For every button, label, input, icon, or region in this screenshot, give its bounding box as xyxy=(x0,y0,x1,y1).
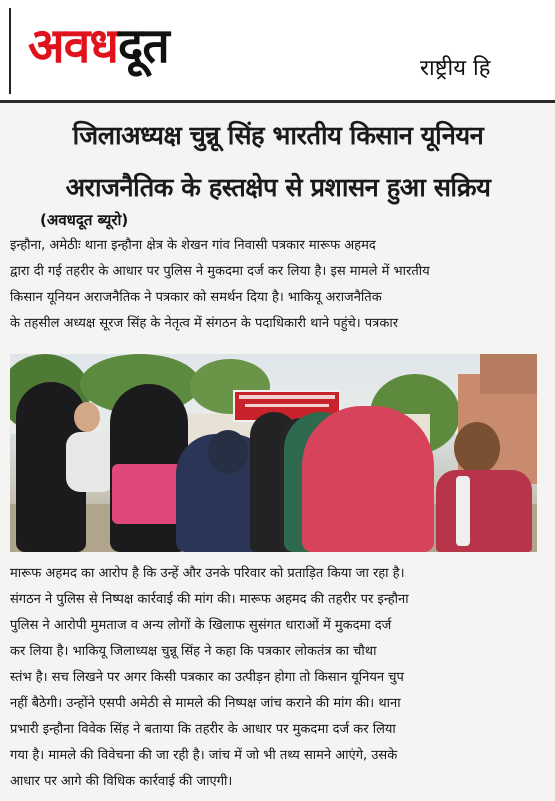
masthead-tagline: राष्ट्रीय हि xyxy=(420,56,491,81)
newspaper-logo xyxy=(28,16,169,76)
masthead-border xyxy=(9,8,11,94)
text-line: गया है। मामले की विवेचना की जा रही है। जांच में जो भी तथ्य सामने आएंगे, उसके xyxy=(10,748,398,763)
pink-dupatta xyxy=(112,464,184,524)
text-line: पुलिस ने आरोपी मुमताज व अन्य लोगों के खिलाफ सुसंगत धाराओं में मुकदमा दर्ज xyxy=(10,618,392,633)
headline-line-1: जिलाअध्यक्ष चुन्नू सिंह भारतीय किसान यूनियन xyxy=(72,121,484,151)
logo-part-black: दूत xyxy=(117,18,169,74)
person-head xyxy=(208,430,248,474)
child xyxy=(66,432,116,492)
white-scarf xyxy=(456,476,470,546)
text-line: मारूफ अहमद का आरोप है कि उन्हें और उनके परिवार को प्रताड़ित किया जा रहा है। xyxy=(10,566,405,581)
byline: (अवधदूत ब्यूरो) xyxy=(40,211,129,229)
text-line: के तहसील अध्यक्ष सूरज सिंह के नेतृत्व में संगठन के पदाधिकारी थाने पहुंचे। पत्रकार xyxy=(10,316,399,331)
text-line: द्वारा दी गई तहरीर के आधार पर पुलिस ने मुकदमा दर्ज कर लिया है। इस मामले में भारतीय xyxy=(10,264,430,279)
text-line: इन्हौना, अमेठीः थाना इन्हौना क्षेत्र के शेखन गांव निवासी पत्रकार मारूफ अहमद xyxy=(10,238,376,253)
person-red-dupatta xyxy=(302,406,434,552)
group-photo xyxy=(10,354,537,552)
masthead xyxy=(0,0,555,100)
text-line: नहीं बैठेगी। उन्होंने एसपी अमेठी से मामले की निष्पक्ष जांच कराने की मांग की। थाना xyxy=(10,696,401,711)
article-paragraph-1 xyxy=(10,233,538,337)
text-line: स्तंभ है। सच लिखने पर अगर किसी पत्रकार का उत्पीड़न होगा तो किसान यूनियन चुप xyxy=(10,670,404,685)
text-line: संगठन ने पुलिस से निष्पक्ष कार्रवाई की मांग की। मारूफ अहमद की तहरीर पर इन्हौना xyxy=(10,592,409,607)
man-head xyxy=(454,422,500,474)
child-head xyxy=(74,402,100,432)
logo-part-red: अवध xyxy=(28,18,118,74)
sign-text-bar xyxy=(239,395,335,399)
text-line: प्रभारी इन्हौना विवेक सिंह ने बताया कि तहरीर के आधार पर मुकदमा दर्ज कर लिया xyxy=(10,722,396,737)
headline-line-2: अराजनैतिक के हस्तक्षेप से प्रशासन हुआ सक्रिय xyxy=(65,173,491,203)
text-line: कर लिया है। भाकियू जिलाध्यक्ष चुन्नू सिंह ने कहा कि पत्रकार लोकतंत्र का चौथा xyxy=(10,644,377,659)
photo-building xyxy=(480,354,537,394)
sign-text-bar xyxy=(245,404,329,407)
masthead-rule xyxy=(0,100,555,103)
article-paragraph-2 xyxy=(10,561,538,795)
article-headline xyxy=(8,110,548,214)
text-line: आधार पर आगे की विधिक कार्रवाई की जाएगी। xyxy=(10,774,233,789)
text-line: किसान यूनियन अराजनैतिक ने पत्रकार को समर्थन दिया है। भाकियू अराजनैतिक xyxy=(10,290,382,305)
man-red-shirt xyxy=(436,470,532,552)
